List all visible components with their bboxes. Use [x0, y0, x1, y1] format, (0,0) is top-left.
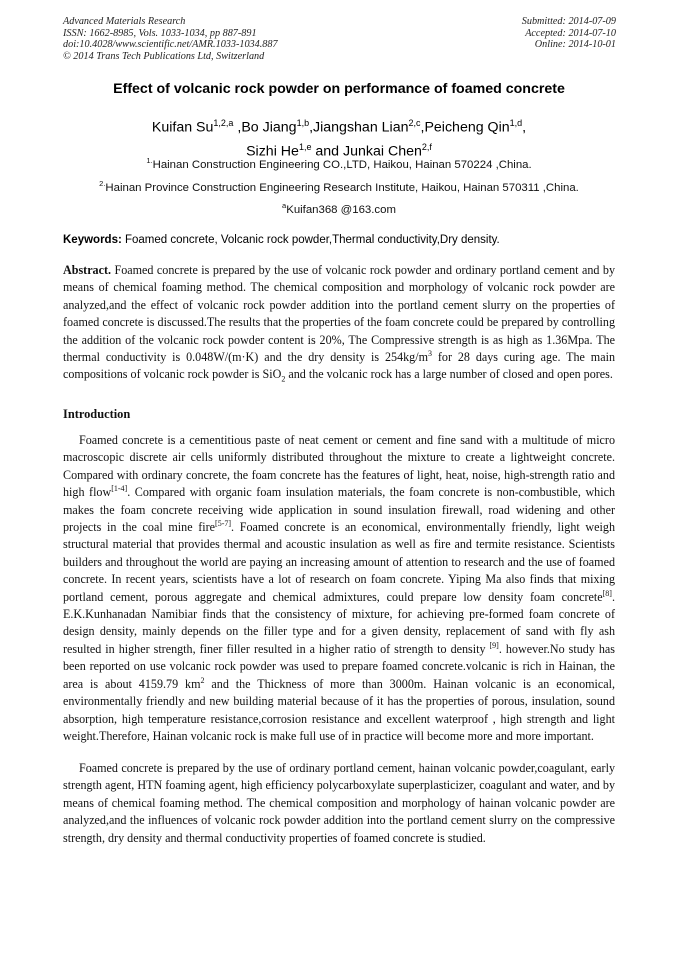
- online-date: Online: 2014-10-01: [534, 39, 616, 51]
- author-name: Bo Jiang: [241, 119, 297, 136]
- abstract-label: Abstract.: [63, 263, 112, 277]
- unit-superscript: 2: [200, 675, 205, 685]
- affiliation-mark: 2.: [99, 179, 106, 188]
- abstract: [63, 262, 615, 384]
- author-name: Peicheng Qin: [424, 119, 510, 136]
- author-superscript: 2,f: [421, 141, 432, 152]
- paragraph-text: Foamed concrete is a cementitious paste of neat cement or cement and fine sand with a multitude of micro macroscopic discrete air cells uniformly distributed throughout the mixture to create a lightweight concrete. Compared with ordinary concrete, the foam concrete has the features of light, heat, noise, high-strength ratio and high flow: [63, 433, 615, 500]
- journal-doi[interactable]: doi:10.4028/www.scientific.net/AMR.1033-1034.887: [63, 39, 278, 51]
- submitted-date: Submitted: 2014-07-09: [521, 16, 616, 27]
- journal-name: Advanced Materials Research: [63, 16, 186, 27]
- author-separator: ,: [233, 119, 242, 136]
- affiliation-mark: 1.: [146, 156, 153, 165]
- affiliation-2: [0, 179, 678, 194]
- keywords-text: Foamed concrete, Volcanic rock powder,Thermal conductivity,Dry density.: [121, 234, 500, 246]
- paper-title: Effect of volcanic rock powder on performance of foamed concrete: [113, 81, 565, 97]
- author-superscript: 1,b: [296, 118, 310, 128]
- journal-issn: ISSN: 1662-8985, Vols. 1033-1034, pp 887-891: [63, 27, 257, 39]
- paragraph-text: and the Thickness of more than 3000m. Hainan volcanic is an economical, environmentally friendly and new building material because of it has the properties of porous, insulation, sound absorption, high temperature resistance,corrosion resistance and excellent waterproof , high strength and light weight.Therefore, Hainan volcanic rock is make full use of in practice will become more and more important.: [63, 676, 615, 743]
- abstract-text: and the volcanic rock has a large number of closed and open pores.: [285, 367, 613, 382]
- affiliation-1: [0, 156, 678, 171]
- email-address[interactable]: Kuifan368 @163.com: [286, 203, 396, 216]
- submission-dates: [522, 16, 616, 51]
- author-name: Junkai Chen: [343, 143, 422, 160]
- author-superscript: 1,e: [298, 141, 312, 152]
- author-name: Jiangshan Lian: [313, 119, 409, 136]
- paragraph-text: . Foamed concrete is an economical, environmentally friendly, light weigh structural material that provides thermal and acoustic insulation as well as fire and termite resistance. Scientists builders and throughout the world are paying an increasing amount of attention to research and the use of foamed concrete. In recent years, scientists have a lot of research on foam concrete. Yiping Ma also finds that mixing portland cement, porous aggregate and chemical admixtures, could prepare low density foam concrete: [63, 520, 615, 604]
- author-superscript: 1,d: [509, 118, 523, 128]
- author-separator: and: [311, 143, 344, 160]
- paragraph-text: . however.No study has been reported on use volcanic rock powder was used to prepare foamed concrete.volcanic is rich in Hainan, the area is about 4159.79 km: [63, 641, 615, 691]
- keywords: [63, 234, 623, 246]
- citation[interactable]: [1-4]: [111, 484, 128, 494]
- citation[interactable]: [8]: [602, 588, 612, 598]
- author-separator: ,: [522, 119, 527, 136]
- abstract-text: Foamed concrete is prepared by the use of volcanic rock powder and ordinary portland cement and by means of chemical foaming method. The chemical composition and morphology of volcanic rock powder are analyzed,and the effect of volcanic rock powder addition into the portland cement slurry on the properties of foamed concrete is discussed.The results that the properties of the foam concrete could be prepared by controlling the addition of the volcanic rock powder content is 20%, The Compressive strength is as high as 1.36Mpa. The thermal conductivity is 0.048W/(m·K) and the dry density is 254kg/m: [63, 263, 615, 365]
- email-mark: a: [282, 201, 287, 210]
- author-name: Sizhi He: [246, 143, 299, 160]
- intro-paragraph-2: Foamed concrete is prepared by the use of ordinary portland cement, hainan volcanic powder,coagulant, early strength agent, HTN foaming agent, high efficiency polycarboxylate superplasticizer, coagulant and water, and by means of chemical foaming method. The chemical composition and morphology of hainan volcanic powder are analyzed,and the influences of volcanic rock powder addition into the portland cement slurry on the compressive strength, dry density and thermal conductivity properties of foamed concrete is studied.: [63, 761, 615, 845]
- author-separator: ,: [309, 119, 314, 136]
- affiliation-text: Hainan Construction Engineering CO.,LTD, Haikou, Hainan 570224 ,China.: [152, 158, 532, 171]
- author-superscript: 2,c: [408, 118, 421, 128]
- paragraph-text: . E.K.Kunhanadan Namibiar finds that the consistency of mixture, for achieving pre-formed foam concrete of design density, mainly depends on the filler type and for a given density, replacement of sand with fly ash resulted in higher strength, finer filler resulted in a higher ratio of strength to density: [63, 589, 615, 656]
- author-name: Kuifan Su: [151, 119, 214, 136]
- citation[interactable]: [5-7]: [215, 519, 232, 528]
- journal-copyright: © 2014 Trans Tech Publications Ltd, Switzerland: [63, 50, 265, 62]
- author-separator: ,: [420, 119, 425, 136]
- section-heading: Introduction: [63, 407, 131, 421]
- abstract-subscript: 2: [281, 374, 286, 384]
- author-list: [0, 114, 678, 161]
- intro-paragraph-1: [63, 432, 615, 745]
- affiliation-text: Hainan Province Construction Engineering Research Institute, Haikou, Hainan 570311 ,China.: [105, 181, 579, 194]
- author-superscript: 1,2,a: [213, 118, 234, 128]
- accepted-date: Accepted: 2014-07-10: [525, 27, 616, 39]
- abstract-text: for 28 days curing age. The main compositions of volcanic rock powder is SiO: [63, 350, 615, 382]
- author-email: [0, 201, 678, 216]
- paragraph-text: . Compared with organic foam insulation materials, the foam concrete is non-combustible, which makes the foam concrete receiving wide application in sound insulation firewall, road widening and other projects in the coal mine fire: [63, 485, 615, 535]
- abstract-superscript: 3: [427, 349, 432, 358]
- keywords-label: Keywords:: [63, 234, 122, 246]
- citation[interactable]: [9]: [489, 640, 499, 650]
- journal-header: [63, 16, 278, 62]
